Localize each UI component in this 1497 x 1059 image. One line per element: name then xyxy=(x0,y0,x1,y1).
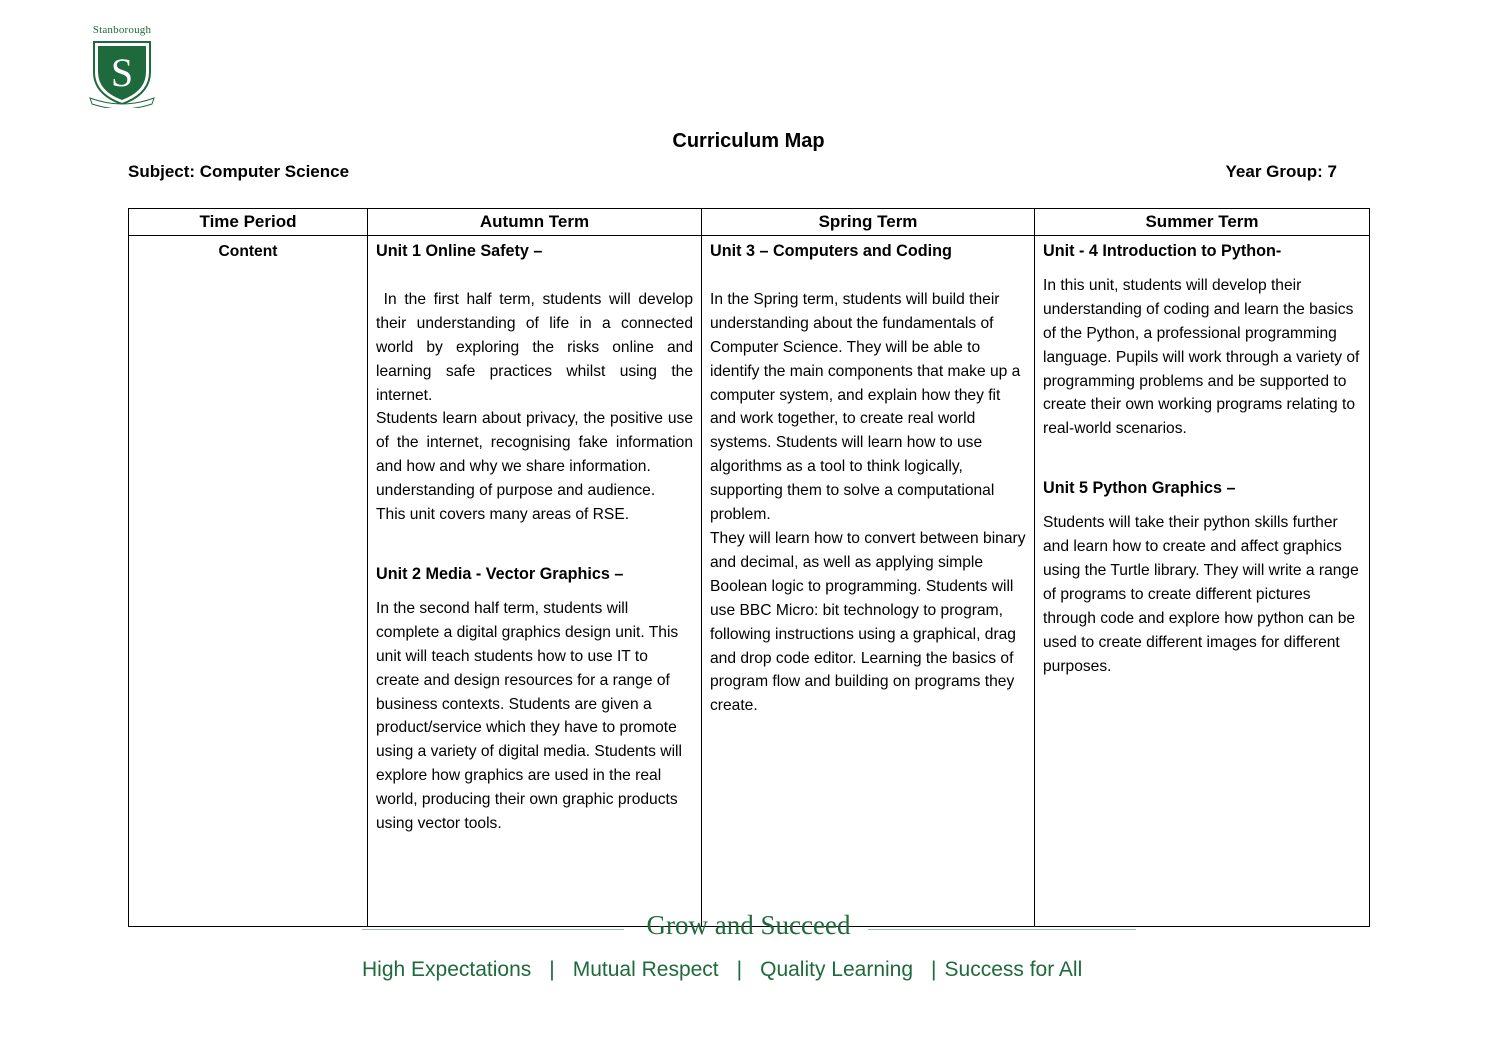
year-group-label: Year Group: 7 xyxy=(1225,162,1337,181)
header-row xyxy=(129,209,1370,236)
unit2-paragraph-1: In the second half term, students will complete a digital graphics design unit. This unit will teach students how to use IT to create and design resources for a range of business contexts. Students are given a product/service which they have to promote using a variety of digital media. Students will explore how graphics are used in the real world, producing their own graphic products using vector tools. xyxy=(376,599,682,833)
page-title: Curriculum Map xyxy=(672,130,825,152)
spring-cell xyxy=(702,236,1035,927)
header-autumn-term: Autumn Term xyxy=(368,209,702,236)
summer-cell xyxy=(1035,236,1370,927)
value-success-for-all: Success for All xyxy=(944,958,1083,981)
value-mutual-respect: Mutual Respect xyxy=(572,958,719,981)
unit1-paragraph-1: In the first half term, students will develop their understanding of life in a connected world by exploring the risks online and learning safe practices whilst using the internet. xyxy=(376,290,698,404)
value-separator: | xyxy=(736,958,743,981)
unit4-paragraph-1: In this unit, students will develop their understanding of coding and learn the basics of the Python, a professional programming language. Pupils will work through a variety of programming problems and be supported to create their own working programs relating to real-world scenarios. xyxy=(1043,276,1360,438)
unit5-paragraph-1: Students will take their python skills further and learn how to create and affect graphics using the Turtle library. They will write a range of programs to create different pictures through code and explore how python can be used to create different images for different purposes. xyxy=(1043,514,1359,675)
unit3-paragraph-2: They will learn how to convert between binary and decimal, as well as applying simple Boolean logic to programming. Students will use BBC Micro: bit technology to program, following instructions using a graphical, drag and drop code editor. Learning the basics of program flow and building on programs they create. xyxy=(710,529,1026,715)
unit3-title: Unit 3 – Computers and Coding xyxy=(710,242,952,260)
value-high-expectations: High Expectations xyxy=(362,958,532,981)
unit5-title: Unit 5 Python Graphics – xyxy=(1043,479,1236,498)
unit3-paragraph-1: In the Spring term, students will build their understanding about the fundamentals of Computer Science. They will be able to identify the main components that make up a computer system, and explain how they fit and work together, to create real world systems. Students will learn how to use algorithms as a tool to think logically, supporting them to solve a computational problem. xyxy=(710,290,1021,524)
school-values xyxy=(362,958,1142,982)
unit4-title: Unit - 4 Introduction to Python- xyxy=(1043,242,1282,260)
value-separator: | xyxy=(549,958,555,981)
unit1-paragraph-2: Students learn about privacy, the positive use of the internet, recognising fake information and how and why we share information. xyxy=(376,410,693,476)
curriculum-table xyxy=(128,208,1370,927)
footer-motto: Grow and Succeed xyxy=(646,910,851,940)
autumn-cell xyxy=(368,236,702,927)
value-separator: | xyxy=(931,958,937,981)
unit2-title: Unit 2 Media - Vector Graphics – xyxy=(376,564,624,583)
value-quality-learning: Quality Learning xyxy=(760,958,914,981)
svg-text:S: S xyxy=(110,50,134,95)
content-row xyxy=(129,236,1370,927)
unit1-title: Unit 1 Online Safety – xyxy=(376,242,543,260)
shield-icon xyxy=(86,38,158,108)
unit1-paragraph-4: This unit covers many areas of RSE. xyxy=(376,506,630,524)
school-logo xyxy=(84,24,160,108)
unit1-paragraph-3: understanding of purpose and audience. xyxy=(376,482,656,500)
row-label-content: Content xyxy=(129,236,368,927)
logo-school-name: Stanborough xyxy=(92,24,152,36)
header-summer-term: Summer Term xyxy=(1035,209,1370,236)
subject-label: Subject: Computer Science xyxy=(128,162,350,181)
header-spring-term: Spring Term xyxy=(702,209,1035,236)
header-time-period: Time Period xyxy=(129,209,368,236)
